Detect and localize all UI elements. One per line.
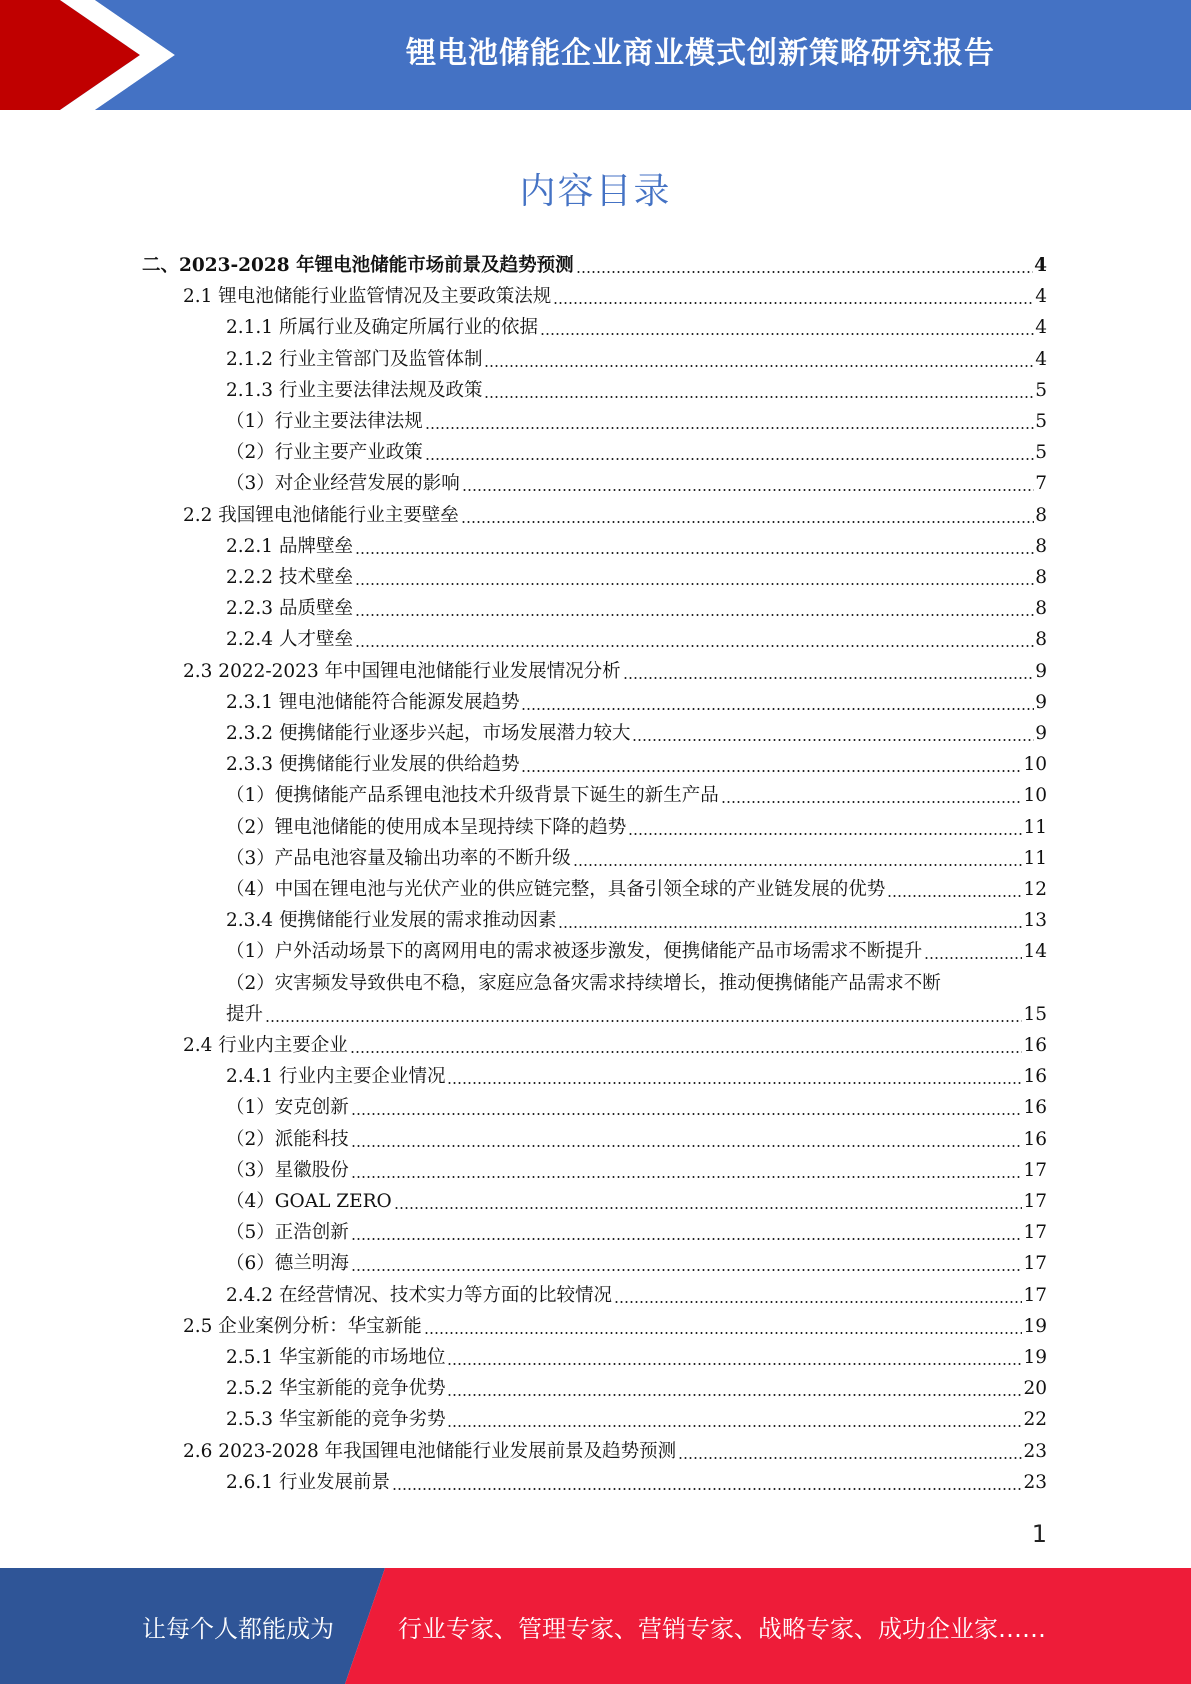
toc-entry-title: （3）对企业经营发展的影响 [226,473,460,495]
toc-dot-leader [351,1145,1023,1147]
toc-entry[interactable] [226,471,1047,497]
toc-entry-page: 8 [1035,629,1047,651]
toc-entry-page: 8 [1035,567,1047,588]
toc-dot-leader [558,926,1022,928]
toc-dot-leader [628,833,1022,835]
toc-dot-leader [350,1051,1023,1053]
toc-entry-title: 2.5.3 华宝新能的竞争劣势 [226,1409,446,1431]
toc-entry-title: 2.2.1 品牌壁垒 [226,535,353,557]
toc-dot-leader [484,365,1034,367]
toc-dot-leader [392,1488,1022,1490]
toc-dot-leader [521,770,1022,772]
toc-entry-title: 2.3 2022-2023 年中国锂电池储能行业发展情况分析 [183,660,621,682]
toc-dot-leader [447,1082,1022,1084]
toc-entry-title: （1）行业主要法律法规 [226,411,423,432]
toc-entry-page: 12 [1023,879,1047,900]
toc-entry[interactable] [226,815,1047,841]
toc-entry[interactable] [183,1314,1047,1340]
toc-entry-page: 9 [1035,691,1047,713]
toc-entry[interactable] [226,378,1047,404]
toc-entry-page: 10 [1023,754,1047,776]
toc-entry-page: 17 [1023,1253,1047,1275]
toc-entry[interactable] [226,409,1047,435]
toc-dot-leader [425,458,1034,460]
toc-entry[interactable] [226,1283,1047,1309]
toc-entry[interactable] [226,1002,1047,1028]
toc-entry-title: 2.3.3 便携储能行业发展的供给趋势 [226,754,520,776]
toc-dot-leader [623,677,1035,679]
toc-dot-leader [632,739,1034,741]
toc-entry[interactable] [226,1189,1047,1215]
toc-dot-leader [425,427,1034,429]
page-number: 1 [1031,1520,1047,1548]
toc-entry-page: 16 [1023,1066,1047,1088]
toc-dot-leader [447,1363,1022,1365]
toc-entry-title: 2.6 2023-2028 年我国锂电池储能行业发展前景及趋势预测 [183,1440,677,1462]
toc-entry[interactable] [183,1033,1047,1059]
toc-entry-title: 2.3.4 便携储能行业发展的需求推动因素 [226,910,557,932]
toc-dot-leader [265,1020,1022,1022]
toc-dot-leader [424,1332,1023,1334]
toc-dot-leader [540,333,1034,335]
toc-dot-leader [447,1425,1022,1427]
report-footer [0,1568,1191,1684]
toc-entry-title: 2.4 行业内主要企业 [183,1035,348,1056]
toc-entry-page: 8 [1035,504,1047,526]
toc-entry-page: 8 [1035,598,1047,620]
toc-entry-page: 7 [1035,473,1047,495]
toc-dot-leader [351,1238,1023,1240]
toc-entry[interactable] [226,690,1047,716]
toc-entry-page: 10 [1023,785,1047,807]
toc-entry-page: 4 [1035,348,1047,370]
toc-entry[interactable] [183,1439,1047,1465]
toc-dot-leader [573,864,1023,866]
toc-entry-page: 13 [1023,910,1047,932]
toc-entry-title: 2.4.1 行业内主要企业情况 [226,1066,446,1088]
toc-dot-leader [614,1301,1022,1303]
toc-entry-title: 2.1.3 行业主要法律法规及政策 [226,379,483,401]
toc-entry[interactable] [226,596,1047,622]
toc-entry[interactable] [226,534,1047,560]
toc-dot-leader [351,1269,1023,1271]
toc-entry-title: 2.1.2 行业主管部门及监管体制 [226,348,483,370]
toc-dot-leader [394,1207,1023,1209]
toc-entry[interactable] [226,1376,1047,1402]
toc-entry-page: 11 [1023,816,1047,838]
toc-entry-title: （2）行业主要产业政策 [226,442,423,464]
toc-entry-title: 2.4.2 在经营情况、技术实力等方面的比较情况 [226,1284,612,1306]
toc-entry[interactable] [226,1470,1047,1496]
toc-entry-page: 9 [1035,660,1047,682]
toc-dot-leader [355,614,1034,616]
toc-entry-title: 2.2.3 品质壁垒 [226,598,353,620]
toc-entry-title: 2.2.4 人才壁垒 [226,629,353,651]
toc-entry-page: 8 [1035,535,1047,557]
toc-entry[interactable] [183,284,1047,310]
toc-entry-title: （4）GOAL ZERO [226,1191,392,1212]
toc-entry-title: （4）中国在锂电池与光伏产业的供应链完整，具备引领全球的产业链发展的优势 [226,879,886,900]
toc-entry-title: 2.5.1 华宝新能的市场地位 [226,1347,446,1368]
toc-entry[interactable] [226,1127,1047,1153]
toc-entry[interactable] [226,440,1047,466]
toc-entry-title: 提升 [226,1003,264,1025]
toc-dot-leader [461,521,1034,523]
toc-entry-title: 2.5 企业案例分析：华宝新能 [183,1315,422,1337]
toc-entry[interactable] [226,783,1047,809]
toc-dot-leader [721,801,1023,803]
toc-entry-page: 17 [1023,1222,1047,1244]
toc-entry-page: 17 [1023,1159,1047,1181]
toc-entry-page: 11 [1023,847,1047,869]
toc-dot-leader [484,396,1034,398]
toc-entry-page: 19 [1023,1347,1047,1368]
toc-entry-title: 2.1.1 所属行业及确定所属行业的依据 [226,317,538,339]
toc-dot-leader [447,1394,1022,1396]
toc-entry-title: （3）星徽股份 [226,1159,349,1181]
toc-entry-title: （1）便携储能产品系锂电池技术升级背景下诞生的新生产品 [226,785,719,807]
toc-dot-leader [351,1113,1023,1115]
footer-slogan-left: 让每个人都能成为 [142,1614,334,1643]
toc-entry-title: （3）产品电池容量及输出功率的不断升级 [226,847,571,869]
toc-entry-page: 14 [1023,941,1047,963]
toc-entry-title: （6）德兰明海 [226,1253,349,1275]
toc-entry-page: 17 [1023,1284,1047,1306]
toc-entry-title: 2.6.1 行业发展前景 [226,1471,390,1493]
toc-entry[interactable] [226,908,1047,934]
toc-entry-title: （2）灾害频发导致供电不稳，家庭应急备灾需求持续增长，推动便携储能产品需求不断 [226,972,941,994]
toc-heading: 内容目录 [519,171,672,212]
report-header [0,0,1191,110]
toc-dot-leader [351,1176,1023,1178]
toc-entry-title: （5）正浩创新 [226,1222,349,1244]
toc-dot-leader [355,583,1034,585]
toc-entry[interactable] [226,1064,1047,1090]
toc-dot-leader [678,1457,1022,1459]
toc-entry[interactable] [226,939,1047,965]
toc-dot-leader [521,708,1034,710]
toc-entry-page: 20 [1023,1378,1047,1400]
toc-entry-page: 5 [1035,379,1047,401]
toc-dot-leader [355,645,1034,647]
toc-entry-page: 17 [1023,1191,1047,1212]
toc-entry[interactable] [226,1158,1047,1184]
toc-entry-page: 23 [1023,1471,1047,1493]
toc-entry-page: 16 [1023,1097,1047,1119]
toc-entry-title: 2.2 我国锂电池储能行业主要壁垒 [183,504,459,526]
toc-dot-leader [462,489,1034,491]
toc-entry-title: 2.3.2 便携储能行业逐步兴起，市场发展潜力较大 [226,723,631,744]
toc-entry[interactable] [226,627,1047,653]
toc-entry[interactable] [142,253,1047,279]
toc-entry[interactable] [183,503,1047,529]
toc-entry[interactable] [226,1220,1047,1246]
footer-slogan-right: 行业专家、管理专家、营销专家、战略专家、成功企业家…… [398,1614,1046,1643]
toc-entry-title: 二、2023-2028 年锂电池储能市场前景及趋势预测 [142,255,574,276]
toc-entry[interactable] [226,565,1047,591]
toc-entry-title: （1）安克创新 [226,1097,349,1119]
toc-entry-page: 5 [1035,411,1047,432]
report-title: 锂电池储能企业商业模式创新策略研究报告 [406,36,995,71]
toc-entry[interactable] [226,721,1047,747]
toc-entry-page: 23 [1023,1440,1047,1462]
toc-dot-leader [355,552,1034,554]
toc-entry-title: 2.1 锂电池储能行业监管情况及主要政策法规 [183,286,552,308]
toc-entry-page: 4 [1035,286,1047,308]
toc-entry-page: 4 [1034,255,1047,276]
toc-entry[interactable] [226,1345,1047,1371]
toc-entry[interactable] [226,1251,1047,1277]
toc-entry[interactable] [183,659,1047,685]
toc-entry-page: 15 [1023,1003,1047,1025]
toc-entry-page: 16 [1023,1128,1047,1150]
toc-entry[interactable] [226,315,1047,341]
toc-entry[interactable] [226,752,1047,778]
toc-dot-leader [887,895,1022,897]
toc-entry[interactable] [226,1095,1047,1121]
toc-entry-page: 5 [1035,442,1047,464]
toc-entry-page: 16 [1023,1035,1047,1056]
toc-entry-page: 19 [1023,1315,1047,1337]
toc-entry[interactable] [226,971,1047,997]
toc-entry[interactable] [226,846,1047,872]
toc-entry[interactable] [226,1407,1047,1433]
toc-entry[interactable] [226,877,1047,903]
toc-entry-title: （2）派能科技 [226,1128,349,1150]
toc-dot-leader [576,271,1034,273]
toc-entry-page: 22 [1023,1409,1047,1431]
toc-entry-title: （1）户外活动场景下的离网用电的需求被逐步激发，便携储能产品市场需求不断提升 [226,941,923,963]
toc-dot-leader [553,302,1034,304]
toc-entry-title: 2.2.2 技术壁垒 [226,567,353,588]
toc-entry-title: 2.3.1 锂电池储能符合能源发展趋势 [226,691,520,713]
toc-entry-page: 9 [1035,723,1047,744]
toc-dot-leader [924,957,1022,959]
toc-entry-page: 4 [1035,317,1047,339]
toc-entry-title: 2.5.2 华宝新能的竞争优势 [226,1378,446,1400]
toc-entry[interactable] [226,347,1047,373]
toc-entry-title: （2）锂电池储能的使用成本呈现持续下降的趋势 [226,816,627,838]
